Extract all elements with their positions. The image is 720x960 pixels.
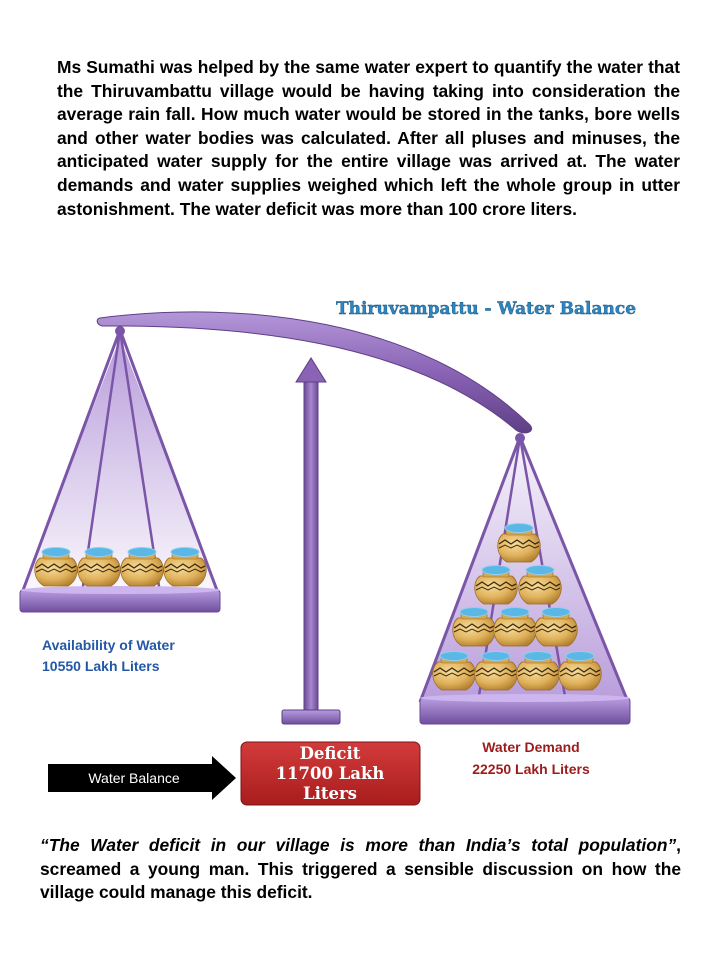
- deficit-line-2: 11700 Lakh: [275, 764, 385, 783]
- left-platform-top: [20, 586, 220, 594]
- intro-paragraph: Ms Sumathi was helped by the same water expert to quantify the water that the Thiruvambattu village would be having taking into consideration the average rain fall. How much water would be stored in the tanks, bore wells and other water bodies was calculated. After all pluses and minuses, the anticipated water supply for the entire village was arrived at. The water demands and water supplies weighed which left the whole group in utter astonishment. The water deficit was more than 100 crore liters.: [57, 57, 680, 219]
- outro-rest: , screamed a young man. This triggered a sensible discussion on how the village could manage this deficit.: [40, 835, 681, 903]
- demand-value: 22250 Lakh Liters: [472, 761, 590, 777]
- water-balance-label: Water Balance: [88, 770, 180, 786]
- right-platform-top: [420, 694, 630, 702]
- right-hook: [515, 433, 525, 443]
- availability-value: 10550 Lakh Liters: [42, 658, 160, 674]
- pole-base: [282, 710, 340, 724]
- pole-arrow-tip: [296, 358, 326, 382]
- outro-quote: “The Water deficit in our village is more than India’s total population”: [40, 835, 677, 855]
- center-pole: [304, 380, 318, 715]
- demand-label: Water Demand: [482, 739, 580, 755]
- deficit-line-3: Liters: [303, 784, 357, 803]
- availability-label: Availability of Water: [42, 637, 175, 653]
- outro-paragraph: [40, 834, 681, 905]
- diagram-title: Thiruvampattu - Water Balance: [335, 299, 637, 319]
- deficit-line-1: Deficit: [299, 744, 361, 763]
- left-hook: [115, 326, 125, 336]
